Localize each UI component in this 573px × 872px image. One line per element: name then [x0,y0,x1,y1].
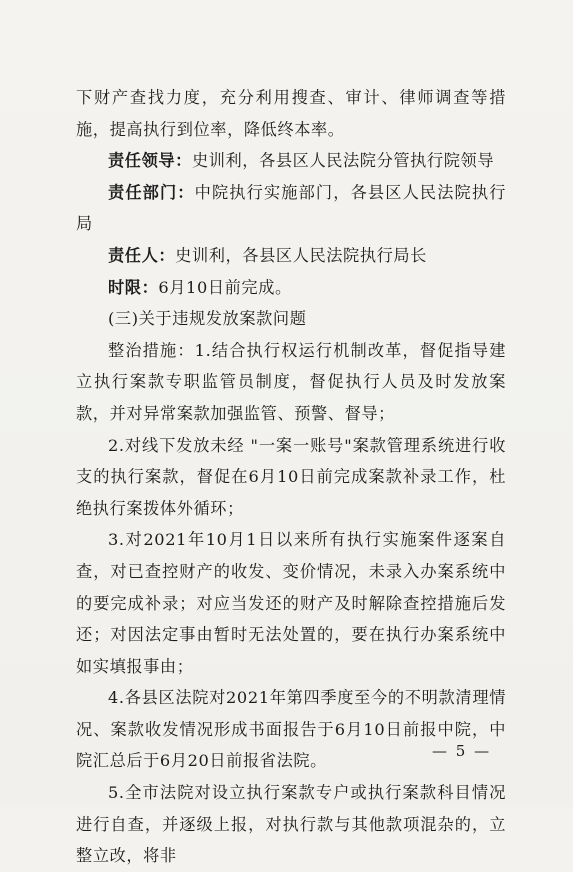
responsible-person-line [76,240,506,272]
paragraph-measure-2: 2.对线下发放未经 "一案一账号"案款管理系统进行收支的执行案款，督促在6月10日前完成案款补录工作，杜绝执行案拨体外循环； [76,435,506,518]
section-heading: (三)关于违规发放案款问题 [108,309,307,329]
responsible-person-label: 责任人： [108,245,176,265]
paragraph-measure-5: 5.全市法院对设立执行案款专户或执行案款科目情况进行自查，并逐级上报，对执行款与其他款项混杂的，立整立改，将非 [76,783,506,866]
responsible-department-value: 中院执行实施部门，各县区人民法院执行局 [76,182,506,234]
responsible-leader-value: 史训利，各县区人民法院分管执行院领导 [191,151,495,171]
paragraph-measure-3: 3.对2021年10月1日以来所有执行实施案件逐案自查，对已查控财产的收发、变价情况，未录入办案系统中的要完成补录；对应当发还的财产及时解除查控措施后发还；对因法定事由暂时无法处置的，要在执行办案系统中如实填报事由； [76,530,506,676]
paragraph-measure-1: 整治措施：1.结合执行权运行机制改革，督促指导建立执行案款专职监管员制度，督促执行人员及时发放案款，并对异常案款加强监管、预警、督导； [76,340,506,423]
responsible-leader-label: 责任领导： [108,151,192,171]
responsible-person-value: 史训利，各县区人民法院执行局长 [175,245,427,265]
paragraph-measure-4: 4.各县区法院对2021年第四季度至今的不明款清理情况、案款收发情况形成书面报告于6月10日前报中院，中院汇总后于6月20日前报省法院。 [76,688,506,771]
deadline-label: 时限： [108,277,159,297]
paragraph-property-search: 下财产查找力度，充分利用搜查、审计、律师调查等措施，提高执行到位率，降低终本率。 [76,88,506,139]
page-number: — 5 — [432,742,492,760]
responsible-department-line [76,177,506,240]
responsible-department-label: 责任部门： [108,182,195,202]
deadline-value: 6月10日前完成。 [158,277,292,297]
responsible-leader-line [76,145,506,177]
deadline-line [76,272,506,304]
